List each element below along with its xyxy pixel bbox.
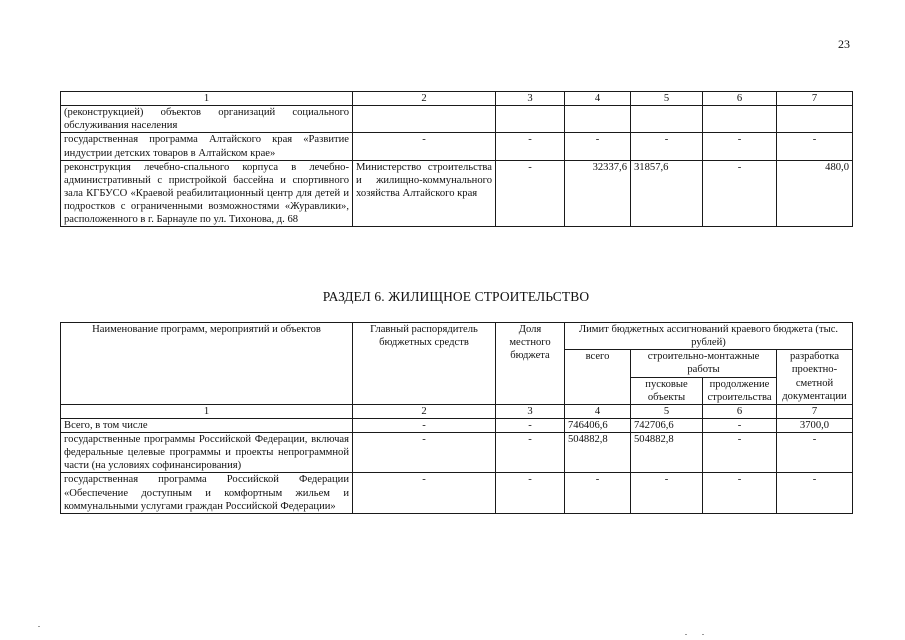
table-row [61, 160, 853, 227]
row-local-share: - [496, 473, 565, 513]
column-number: 5 [631, 92, 703, 106]
column-number: 4 [565, 404, 631, 418]
row-continuing: - [703, 160, 777, 227]
column-number: 7 [777, 404, 853, 418]
section-title: РАЗДЕЛ 6. ЖИЛИЩНОЕ СТРОИТЕЛЬСТВО [322, 289, 590, 304]
row-local-share: - [496, 133, 565, 160]
column-number: 1 [61, 404, 353, 418]
row-design: 3700,0 [777, 418, 853, 432]
column-number: 7 [777, 92, 853, 106]
row-design [777, 106, 853, 133]
row-continuing: - [703, 418, 777, 432]
row-continuing: - [703, 473, 777, 513]
table-row [61, 433, 853, 473]
table-row [61, 418, 853, 432]
table-row [61, 133, 853, 160]
column-number: 4 [565, 92, 631, 106]
row-launch [631, 106, 703, 133]
row-manager: - [353, 418, 496, 432]
column-number: 2 [353, 92, 496, 106]
row-local-share: - [496, 160, 565, 227]
scan-speck [702, 634, 704, 635]
column-number: 5 [631, 404, 703, 418]
row-manager: - [353, 473, 496, 513]
page-number: 23 [838, 37, 850, 51]
row-launch: 504882,8 [631, 433, 703, 473]
row-manager: - [353, 133, 496, 160]
column-number: 2 [353, 404, 496, 418]
row-total: - [565, 473, 631, 513]
row-design: - [777, 133, 853, 160]
row-name: Всего, в том числе [61, 418, 353, 432]
header-row [61, 323, 853, 350]
row-name: государственная программа Российской Федерации «Обеспечение доступным и комфортным жильем и коммунальными услугами граждан Российской Федерации» [61, 473, 353, 513]
row-continuing: - [703, 133, 777, 160]
header-continuing: продолжение строительства [703, 377, 777, 404]
column-number-row [61, 92, 853, 106]
column-number: 6 [703, 92, 777, 106]
table-row [61, 473, 853, 513]
header-launch: пусковые объекты [631, 377, 703, 404]
scan-speck [38, 626, 40, 627]
row-continuing: - [703, 433, 777, 473]
row-name: государственная программа Алтайского края «Развитие индустрии детских товаров в Алтайском крае» [61, 133, 353, 160]
row-launch: 31857,6 [631, 160, 703, 227]
row-manager: - [353, 433, 496, 473]
row-design: - [777, 473, 853, 513]
header-design: разработка проектно-сметной документации [777, 350, 853, 405]
row-launch: - [631, 133, 703, 160]
header-limit: Лимит бюджетных ассигнований краевого бюджета (тыс. рублей) [565, 323, 853, 350]
header-construction: строительно-монтажные работы [631, 350, 777, 377]
row-launch: 742706,6 [631, 418, 703, 432]
column-number: 1 [61, 92, 353, 106]
row-name: реконструкция лечебно-спального корпуса в лечебно-административный с пристройкой бассейна и спортивного зала КГБУСО «Краевой реабилитационный центр для детей и подростков с ограниченными возможностями «Журавлики», расположенного в г. Барнауле по ул. Тихонова, д. 68 [61, 160, 353, 227]
scan-speck [685, 634, 687, 635]
row-local-share: - [496, 433, 565, 473]
column-number-row [61, 404, 853, 418]
row-total [565, 106, 631, 133]
row-continuing [703, 106, 777, 133]
row-name: государственные программы Российской Федерации, включая федеральные целевые программы и проекты непрограммной части (на условиях софинансирования) [61, 433, 353, 473]
column-number: 6 [703, 404, 777, 418]
row-total: 32337,6 [565, 160, 631, 227]
row-design: 480,0 [777, 160, 853, 227]
row-total: 504882,8 [565, 433, 631, 473]
header-manager: Главный распорядитель бюджетных средств [353, 323, 496, 405]
housing-construction-table [60, 322, 853, 514]
row-name: (реконструкцией) объектов организаций социального обслуживания населения [61, 106, 353, 133]
table-row [61, 106, 853, 133]
row-total: - [565, 133, 631, 160]
row-manager: Министерство строительства и жилищно-коммунального хозяйства Алтайского края [353, 160, 496, 227]
header-local-share: Доля местного бюджета [496, 323, 565, 405]
continuation-table [60, 91, 853, 227]
row-design: - [777, 433, 853, 473]
row-local-share: - [496, 418, 565, 432]
row-launch: - [631, 473, 703, 513]
column-number: 3 [496, 92, 565, 106]
row-local-share [496, 106, 565, 133]
column-number: 3 [496, 404, 565, 418]
header-total: всего [565, 350, 631, 405]
row-total: 746406,6 [565, 418, 631, 432]
header-name: Наименование программ, мероприятий и объектов [61, 323, 353, 405]
row-manager [353, 106, 496, 133]
